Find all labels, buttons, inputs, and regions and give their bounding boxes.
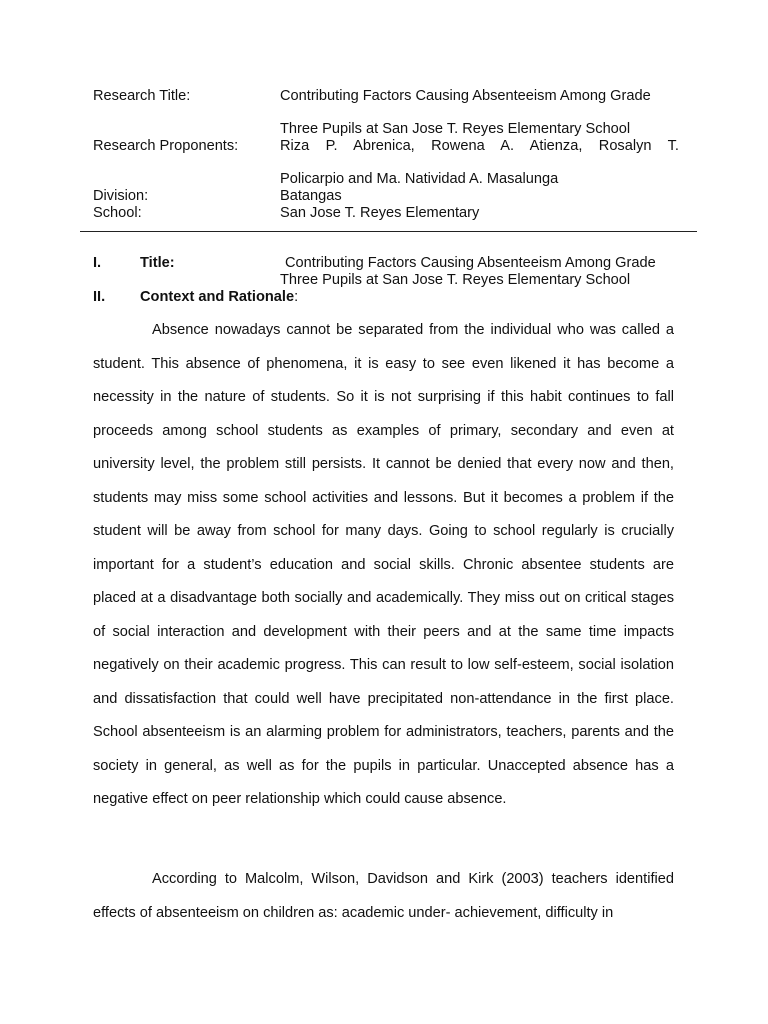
proponents-line2: Policarpio and Ma. Natividad A. Masalunga bbox=[280, 171, 559, 187]
section-2-heading-wrap bbox=[140, 289, 298, 306]
section-1-number: I. bbox=[93, 255, 102, 271]
research-title-line1: Contributing Factors Causing Absenteeism Among Grade bbox=[280, 88, 651, 104]
research-title-line2: Three Pupils at San Jose T. Reyes Elementary School bbox=[280, 121, 631, 137]
proponents-line1: Riza P. Abrenica, Rowena A. Atienza, Rosalyn T. bbox=[280, 138, 679, 154]
section-2-heading: Context and Rationale bbox=[140, 289, 295, 305]
division-value: Batangas bbox=[280, 188, 342, 204]
school-label: School: bbox=[93, 205, 142, 221]
research-title-label: Research Title: bbox=[93, 88, 191, 104]
section-2-number: II. bbox=[93, 289, 106, 305]
division-label: Division: bbox=[93, 188, 149, 204]
section-2-colon: : bbox=[294, 289, 299, 305]
section-1-title-line1: Contributing Factors Causing Absenteeism Among Grade bbox=[285, 255, 656, 271]
section-1-heading: Title: bbox=[140, 255, 175, 271]
school-value: San Jose T. Reyes Elementary bbox=[280, 205, 480, 221]
proponents-label: Research Proponents: bbox=[93, 138, 239, 154]
section-1-title-line2: Three Pupils at San Jose T. Reyes Elementary School bbox=[280, 272, 631, 288]
header-divider bbox=[80, 231, 697, 232]
body-paragraph-2: According to Malcolm, Wilson, Davidson and Kirk (2003) teachers identified effects of absenteeism on children as: academic under- achievement, difficulty in bbox=[93, 871, 674, 921]
body-paragraph-1: Absence nowadays cannot be separated from the individual who was called a student. This absence of phenomena, it is easy to see even likened it has become a necessity in the nature of students. So it is not surprising if this habit continues to fall proceeds among school students as examples of primary, secondary and even at university level, the problem still persists. It cannot be denied that every now and then, students may miss some school activities and lessons. But it becomes a problem if the student will be away from school for many days. Going to school regularly is crucially important for a student’s education and social skills. Chronic absentee students are placed at a disadvantage both socially and academically. They miss out on critical stages of social interaction and development with their peers and at the same time impacts negatively on their academic progress. This can result to low self-esteem, social isolation and dissatisfaction that could well have precipitated non-attendance in the first place. School absenteeism is an alarming problem for administrators, teachers, parents and the society in general, as well as for the pupils in particular. Unaccepted absence has a negative effect on peer relationship which could cause absence. bbox=[93, 322, 674, 807]
